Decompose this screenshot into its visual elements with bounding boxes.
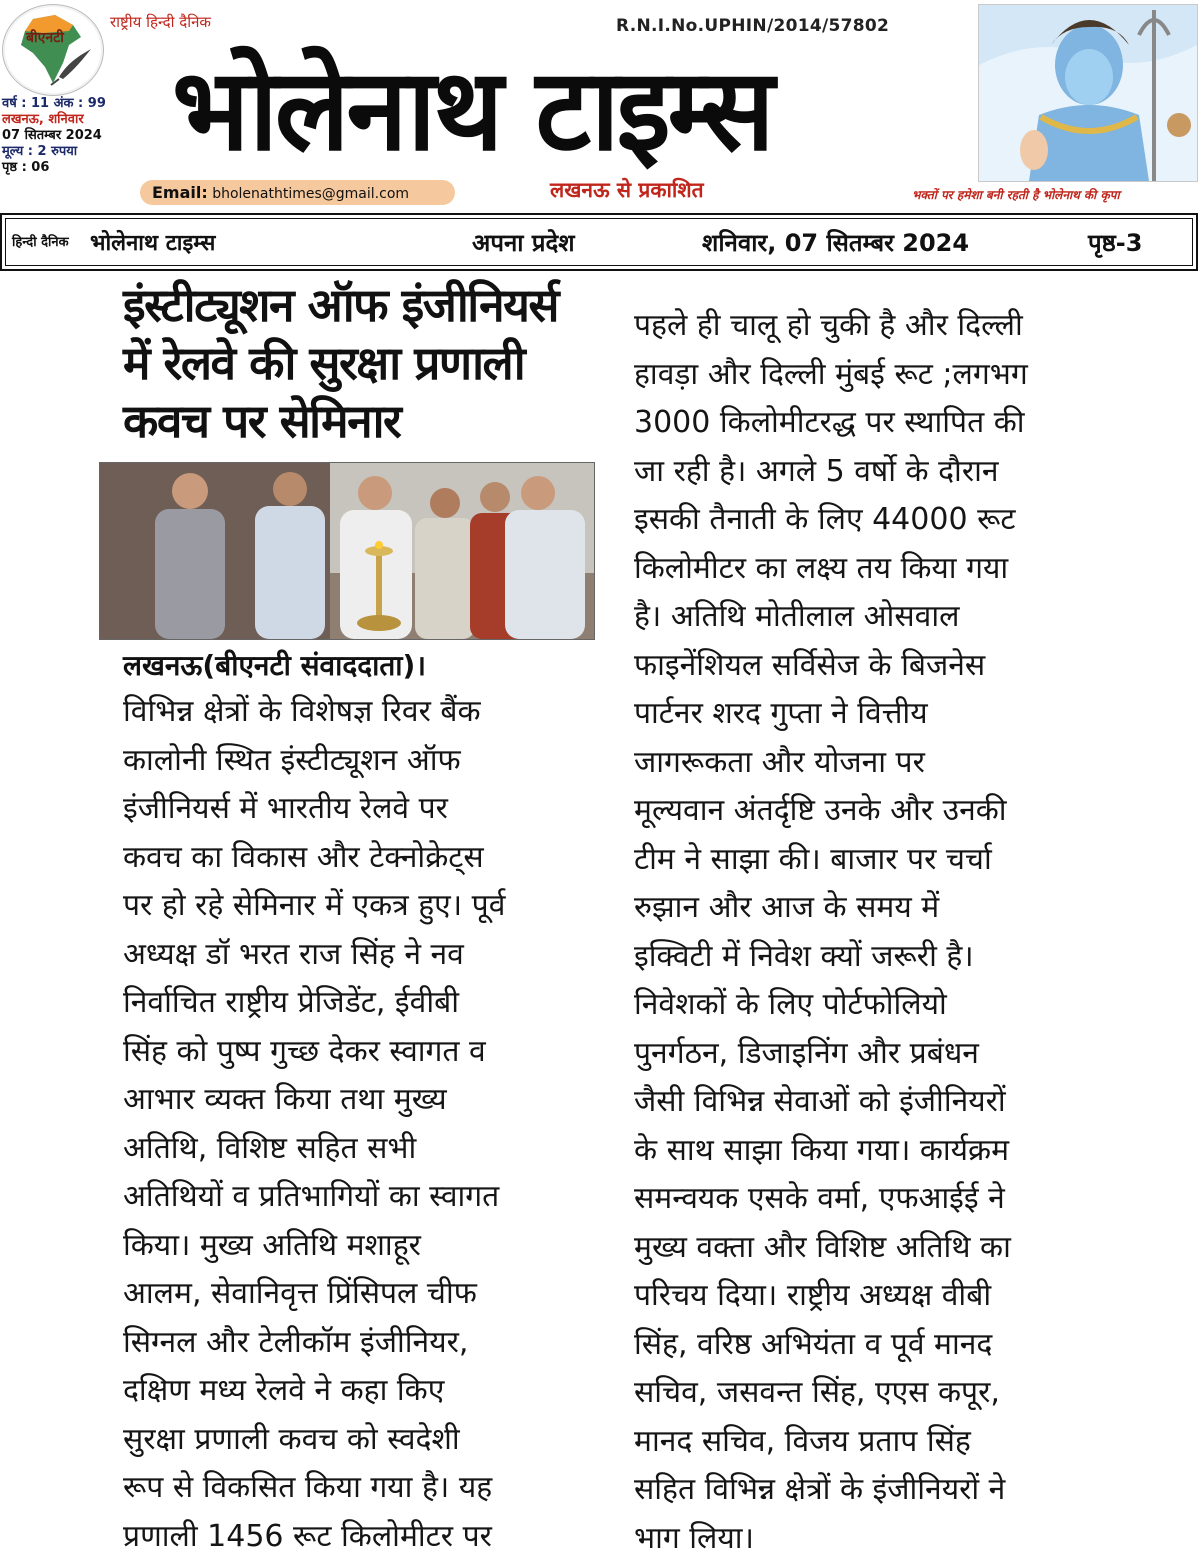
published-from: लखनऊ से प्रकाशित <box>550 176 704 204</box>
bar-paper-name: भोलेनाथ टाइम्स <box>90 227 215 257</box>
text-line: पार्टनर शरद गुप्ता ने वित्तीय <box>634 690 1094 739</box>
article-headline <box>123 276 593 450</box>
text-line: निर्वाचित राष्ट्रीय प्रेजिडेंट, ईवीबी <box>123 979 593 1028</box>
text-line: है। अतिथि मोतीलाल ओसवाल <box>634 593 1094 642</box>
seminar-photo <box>99 462 595 640</box>
deity-caption: भक्तों पर हमेशा बनी रहती है भोलेनाथ की कृपा <box>912 186 1198 203</box>
edition-date: 07 सितम्बर 2024 <box>2 128 142 144</box>
article-column-1 <box>123 688 593 1561</box>
text-line: रुझान और आज के समय में <box>634 884 1094 933</box>
city-day: लखनऊ, शनिवार <box>2 112 142 128</box>
text-line: प्रणाली 1456 रूट किलोमीटर पर <box>123 1513 593 1562</box>
rni-number: R.N.I.No.UPHIN/2014/57802 <box>616 16 889 36</box>
text-line: जा रही है। अगले 5 वर्षो के दौरान <box>634 448 1094 497</box>
text-line: जैसी विभिन्न सेवाओं को इंजीनियरों <box>634 1078 1094 1127</box>
page-number: पृष्ठ-3 <box>1088 226 1142 259</box>
text-line: सिंह, वरिष्ठ अभियंता व पूर्व मानद <box>634 1321 1094 1370</box>
text-line: दक्षिण मध्य रेलवे ने कहा किए <box>123 1367 593 1416</box>
text-line: मुख्य वक्ता और विशिष्ट अतिथि का <box>634 1224 1094 1273</box>
price: मूल्य : 2 रुपया <box>2 144 142 160</box>
text-line: आलम, सेवानिवृत्त प्रिंसिपल चीफ <box>123 1270 593 1319</box>
text-line: किया। मुख्य अतिथि मशाहूर <box>123 1222 593 1271</box>
email-badge <box>140 180 455 205</box>
email-label: Email: <box>152 183 208 202</box>
text-line: अध्यक्ष डॉ भरत राज सिंह ने नव <box>123 931 593 980</box>
text-line: जागरूकता और योजना पर <box>634 739 1094 788</box>
shiva-illustration-icon <box>979 5 1197 181</box>
text-line: इसकी तैनाती के लिए 44000 रूट <box>634 496 1094 545</box>
bar-date: शनिवार, 07 सितम्बर 2024 <box>702 226 969 259</box>
article-dateline: लखनऊ(बीएनटी संवाददाता)। <box>123 646 426 684</box>
section-name: अपना प्रदेश <box>472 226 575 259</box>
email-address[interactable]: bholenathtimes@gmail.com <box>212 186 409 202</box>
page-info-bar <box>0 213 1198 271</box>
text-line: मूल्यवान अंतर्दृष्टि उनके और उनकी <box>634 787 1094 836</box>
text-line: अतिथि, विशिष्ट सहित सभी <box>123 1125 593 1174</box>
deity-image <box>978 4 1198 182</box>
text-line: मानद सचिव, विजय प्रताप सिंह <box>634 1418 1094 1467</box>
headline-line: कवच पर सेमिनार <box>123 392 593 450</box>
text-line: सिंह को पुष्प गुच्छ देकर स्वागत व <box>123 1028 593 1077</box>
text-line: पर हो रहे सेमिनार में एकत्र हुए। पूर्व <box>123 882 593 931</box>
text-line: भाग लिया। <box>634 1515 1094 1563</box>
text-line: अतिथियों व प्रतिभागियों का स्वागत <box>123 1173 593 1222</box>
article-column-2 <box>634 302 1094 1563</box>
text-line: पहले ही चालू हो चुकी है और दिल्ली <box>634 302 1094 351</box>
headline-line: में रेलवे की सुरक्षा प्रणाली <box>123 334 593 392</box>
text-line: किलोमीटर का लक्ष्य तय किया गया <box>634 545 1094 594</box>
text-line: के साथ साझा किया गया। कार्यक्रम <box>634 1127 1094 1176</box>
text-line: पुनर्गठन, डिजाइनिंग और प्रबंधन <box>634 1030 1094 1079</box>
text-line: इंजीनियर्स में भारतीय रेलवे पर <box>123 785 593 834</box>
newspaper-title: भोलेनाथ टाइम्स <box>172 48 972 172</box>
text-line: फाइनेंशियल सर्विसेज के बिजनेस <box>634 642 1094 691</box>
edition-info <box>2 96 142 176</box>
text-line: सुरक्षा प्रणाली कवच को स्वदेशी <box>123 1416 593 1465</box>
text-line: परिचय दिया। राष्ट्रीय अध्यक्ष वीबी <box>634 1272 1094 1321</box>
lamp-lighting-photo <box>100 463 594 639</box>
text-line: रूप से विकसित किया गया है। यह <box>123 1464 593 1513</box>
newspaper-logo <box>2 4 104 96</box>
bar-daily-label: हिन्दी दैनिक <box>12 232 69 250</box>
headline-line: इंस्टीट्यूशन ऑफ इंजीनियर्स <box>123 276 593 334</box>
text-line: विभिन्न क्षेत्रों के विशेषज्ञ रिवर बैंक <box>123 688 593 737</box>
text-line: आभार व्यक्त किया तथा मुख्य <box>123 1076 593 1125</box>
text-line: हावड़ा और दिल्ली मुंबई रूट ;लगभग <box>634 351 1094 400</box>
page-count: पृष्ठ : 06 <box>2 160 142 176</box>
text-line: समन्वयक एसके वर्मा, एफआईई ने <box>634 1175 1094 1224</box>
tagline: राष्ट्रीय हिन्दी दैनिक <box>110 12 211 32</box>
text-line: सिग्नल और टेलीकॉम इंजीनियर, <box>123 1319 593 1368</box>
text-line: सचिव, जसवन्त सिंह, एएस कपूर, <box>634 1369 1094 1418</box>
text-line: टीम ने साझा की। बाजार पर चर्चा <box>634 836 1094 885</box>
text-line: सहित विभिन्न क्षेत्रों के इंजीनियरों ने <box>634 1466 1094 1515</box>
text-line: कवच का विकास और टेक्नोक्रेट्स <box>123 834 593 883</box>
text-line: इक्विटी में निवेश क्यों जरूरी है। <box>634 933 1094 982</box>
logo-text: बीएनटी <box>26 28 64 47</box>
india-map-quill-icon <box>3 5 103 95</box>
text-line: निवेशकों के लिए पोर्टफोलियो <box>634 981 1094 1030</box>
text-line: कालोनी स्थित इंस्टीट्यूशन ऑफ <box>123 737 593 786</box>
text-line: 3000 किलोमीटरद्ध पर स्थापित की <box>634 399 1094 448</box>
year-issue: वर्ष : 11 अंक : 99 <box>2 96 142 112</box>
